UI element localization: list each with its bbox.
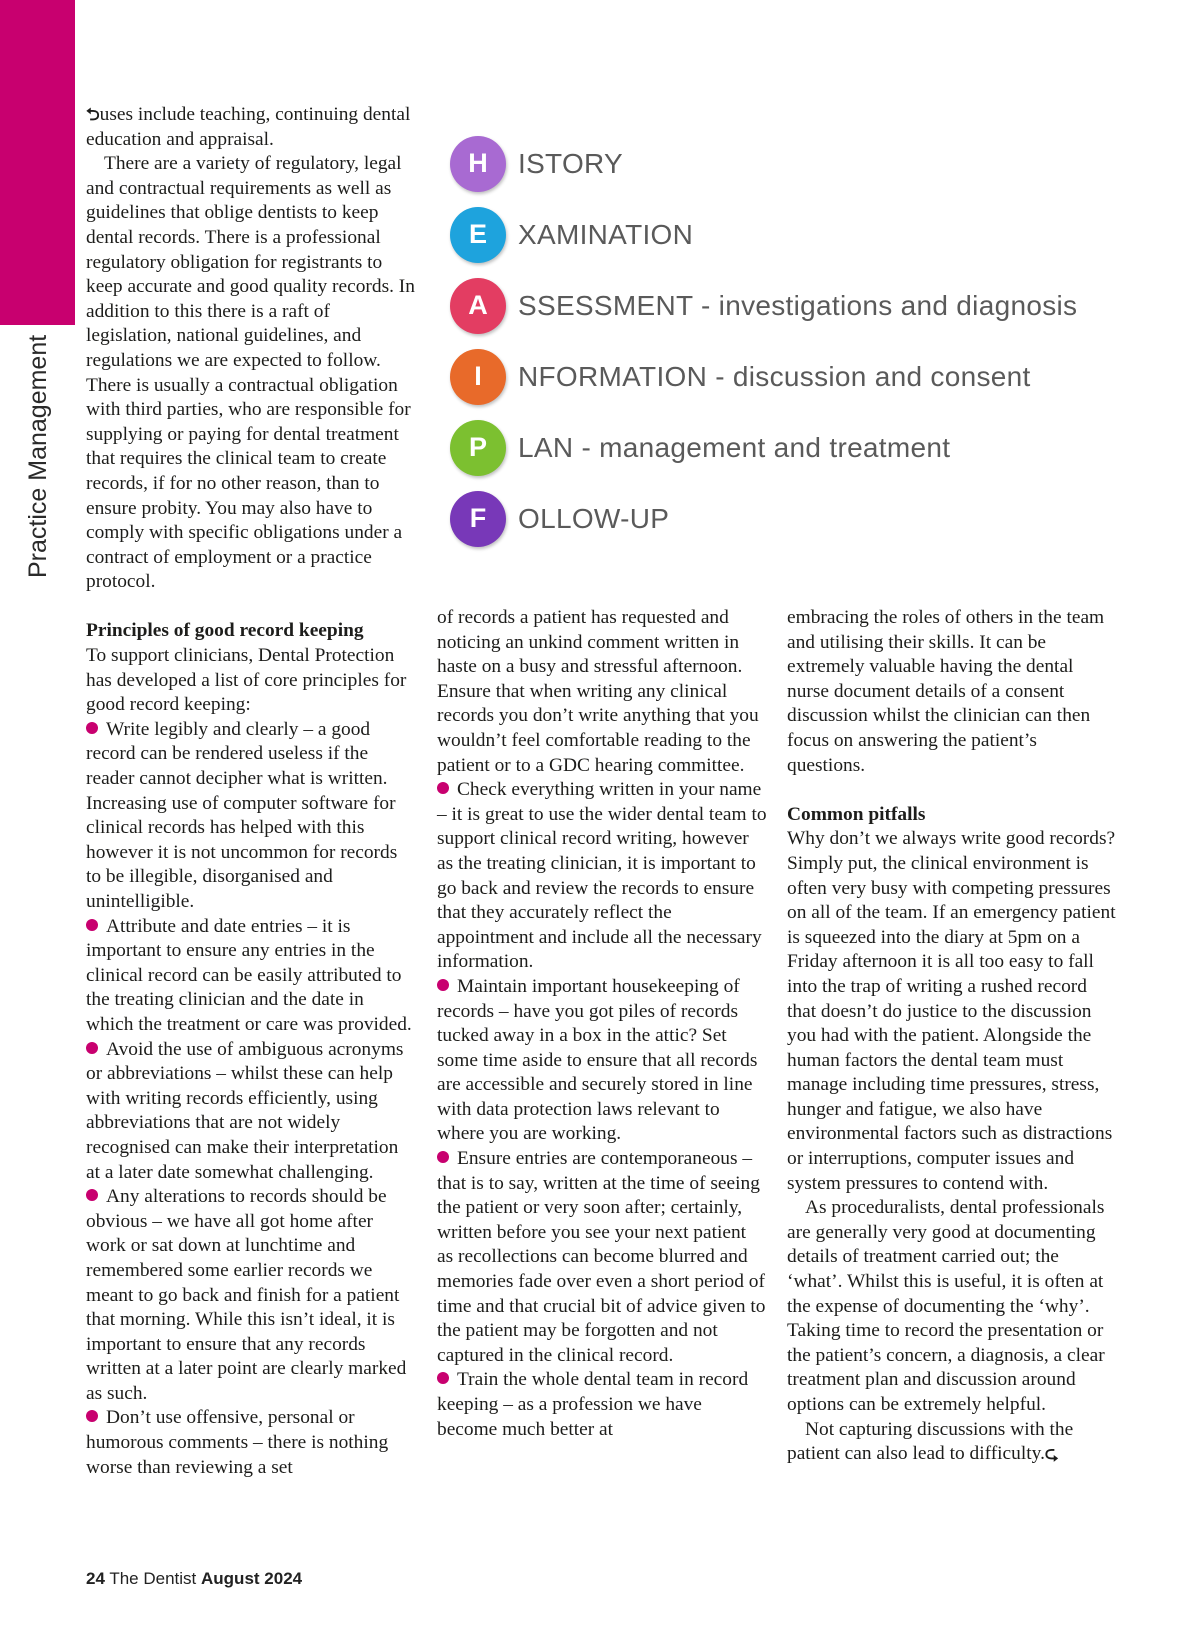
heap-letter-circle: A bbox=[450, 278, 506, 334]
heap-row bbox=[450, 341, 1100, 412]
bullet-item: Write legibly and clearly – a good record can be rendered useless if the reader cannot decipher what is written. Increasing use of computer software for clinical records has helped with this however it is not uncommon for records to be illegible, disorganised and unintelligible. bbox=[86, 718, 416, 915]
issue-date: August 2024 bbox=[201, 1569, 303, 1588]
subheading: Common pitfalls bbox=[787, 803, 926, 825]
paragraph: embracing the roles of others in the team and utilising their skills. It can be extremely valuable having the dental nurse document details of a consent discussion whilst the clinician can then focus on answering the patient’s questions. bbox=[787, 607, 1105, 776]
heap-row-text: ISTORY bbox=[518, 147, 624, 179]
column-3 bbox=[787, 606, 1117, 1467]
heap-row-text: SSESSMENT - investigations and diagnosis bbox=[518, 289, 1078, 321]
heap-row bbox=[450, 270, 1100, 341]
heap-row-text: LAN - management and treatment bbox=[518, 431, 951, 463]
column-2 bbox=[437, 606, 767, 1442]
subheading: Principles of good record keeping bbox=[86, 620, 364, 642]
bullet-item: Train the whole dental team in record keeping – as a profession we have become much better at bbox=[437, 1368, 767, 1442]
heap-figure bbox=[450, 128, 1100, 554]
heap-row-text: OLLOW-UP bbox=[518, 502, 670, 534]
heap-row bbox=[450, 483, 1100, 554]
paragraph: To support clinicians, Dental Protection has developed a list of core principles for good record keeping: bbox=[86, 645, 407, 716]
heap-row bbox=[450, 199, 1100, 270]
paragraph: As proceduralists, dental professionals are generally very good at documenting details of treatment carried out; the ‘what’. Whilst this is useful, it is often at the expense of documenting the ‘why’. Taking time to record the presentation or the patient’s concern, a diagnosis, a clear treatment plan and discussion around options can be extremely helpful. bbox=[787, 1197, 1105, 1415]
heap-row bbox=[450, 412, 1100, 483]
heap-row-text: XAMINATION bbox=[518, 218, 694, 250]
column-1 bbox=[86, 103, 416, 1480]
heap-row-text: NFORMATION - discussion and consent bbox=[518, 360, 1031, 392]
bullet-item: Avoid the use of ambiguous acronyms or abbreviations – whilst these can help with writing records efficiently, using abbreviations that are not widely recognised can make their interpretation at a later date somewhat challenging. bbox=[86, 1038, 416, 1186]
continue-arrow-icon: ⮎ bbox=[1044, 1444, 1059, 1465]
paragraph: ⮌uses include teaching, continuing dental education and appraisal. bbox=[86, 104, 411, 150]
bullet-item: Ensure entries are contemporaneous – that is to say, written at the time of seeing the patient or very soon after; certainly, written before you see your next patient as recollections can become blurred and memories fade over even a short period of time and that crucial bit of advice given to the patient may be forgotten and not captured in the clinical record. bbox=[437, 1147, 767, 1368]
page-number: 24 bbox=[86, 1569, 105, 1588]
magenta-accent-bar bbox=[0, 0, 75, 325]
continued-arrow-icon: ⮌ bbox=[86, 105, 100, 125]
bullet-item: Any alterations to records should be obvious – we have all got home after work or sat down at lunchtime and remembered some earlier records we meant to go back and finish for a patient that morning. While this isn’t ideal, it is important to ensure that any records written at a later point are clearly marked as such. bbox=[86, 1185, 416, 1406]
bullet-item: Attribute and date entries – it is important to ensure any entries in the clinical record can be easily attributed to the treating clinician and the date in which the treatment or care was provided. bbox=[86, 915, 416, 1038]
paragraph: of records a patient has requested and noticing an unkind comment written in haste on a busy and stressful afternoon. Ensure that when writing any clinical records you don’t write anything that you wouldn’t feel comfortable reading to the patient or to a GDC hearing committee. bbox=[437, 607, 759, 776]
heap-row bbox=[450, 128, 1100, 199]
page-footer bbox=[86, 1569, 302, 1589]
section-label: Practice Management bbox=[24, 334, 52, 578]
paragraph: There are a variety of regulatory, legal and contractual requirements as well as guidelines that oblige dentists to keep dental records. There is a professional regulatory obligation for registrants to keep accurate and good quality records. In addition to this there is a raft of legislation, national guidelines, and regulations we are expected to follow. There is usually a contractual obligation with third parties, who are responsible for supplying or paying for dental treatment that requires the clinical team to create records, if for no other reason, than to ensure probity. You may also have to comply with specific obligations under a contract of employment or a practice protocol. bbox=[86, 153, 415, 593]
paragraph: Not capturing discussions with the patient can also lead to difficulty.⮎ bbox=[787, 1418, 1074, 1465]
heap-letter-circle: P bbox=[450, 420, 506, 476]
heap-letter-circle: H bbox=[450, 136, 506, 192]
bullet-item: Maintain important housekeeping of records – have you got piles of records tucked away in a box in the attic? Set some time aside to ensure that all records are accessible and securely stored in line with data protection laws relevant to where you are working. bbox=[437, 975, 767, 1147]
publication-name: The Dentist bbox=[109, 1569, 197, 1588]
bullet-item: Check everything written in your name – it is great to use the wider dental team to support clinical record writing, however as the treating clinician, it is important to go back and review the records to ensure that they accurately reflect the appointment and include all the necessary information. bbox=[437, 778, 767, 975]
bullet-item: Don’t use offensive, personal or humorous comments – there is nothing worse than reviewing a set bbox=[86, 1406, 416, 1480]
paragraph: Why don’t we always write good records? Simply put, the clinical environment is often very busy with competing pressures on all of the team. If an emergency patient is squeezed into the diary at 5pm on a Friday afternoon it is all too easy to fall into the trap of writing a rushed record that doesn’t do justice to the discussion you had with the patient. Alongside the human factors the dental team must manage including time pressures, stress, hunger and fatigue, we also have environmental factors such as distractions or interruptions, computer issues and system pressures to contend with. bbox=[787, 828, 1116, 1194]
heap-letter-circle: F bbox=[450, 491, 506, 547]
heap-letter-circle: I bbox=[450, 349, 506, 405]
heap-letter-circle: E bbox=[450, 207, 506, 263]
